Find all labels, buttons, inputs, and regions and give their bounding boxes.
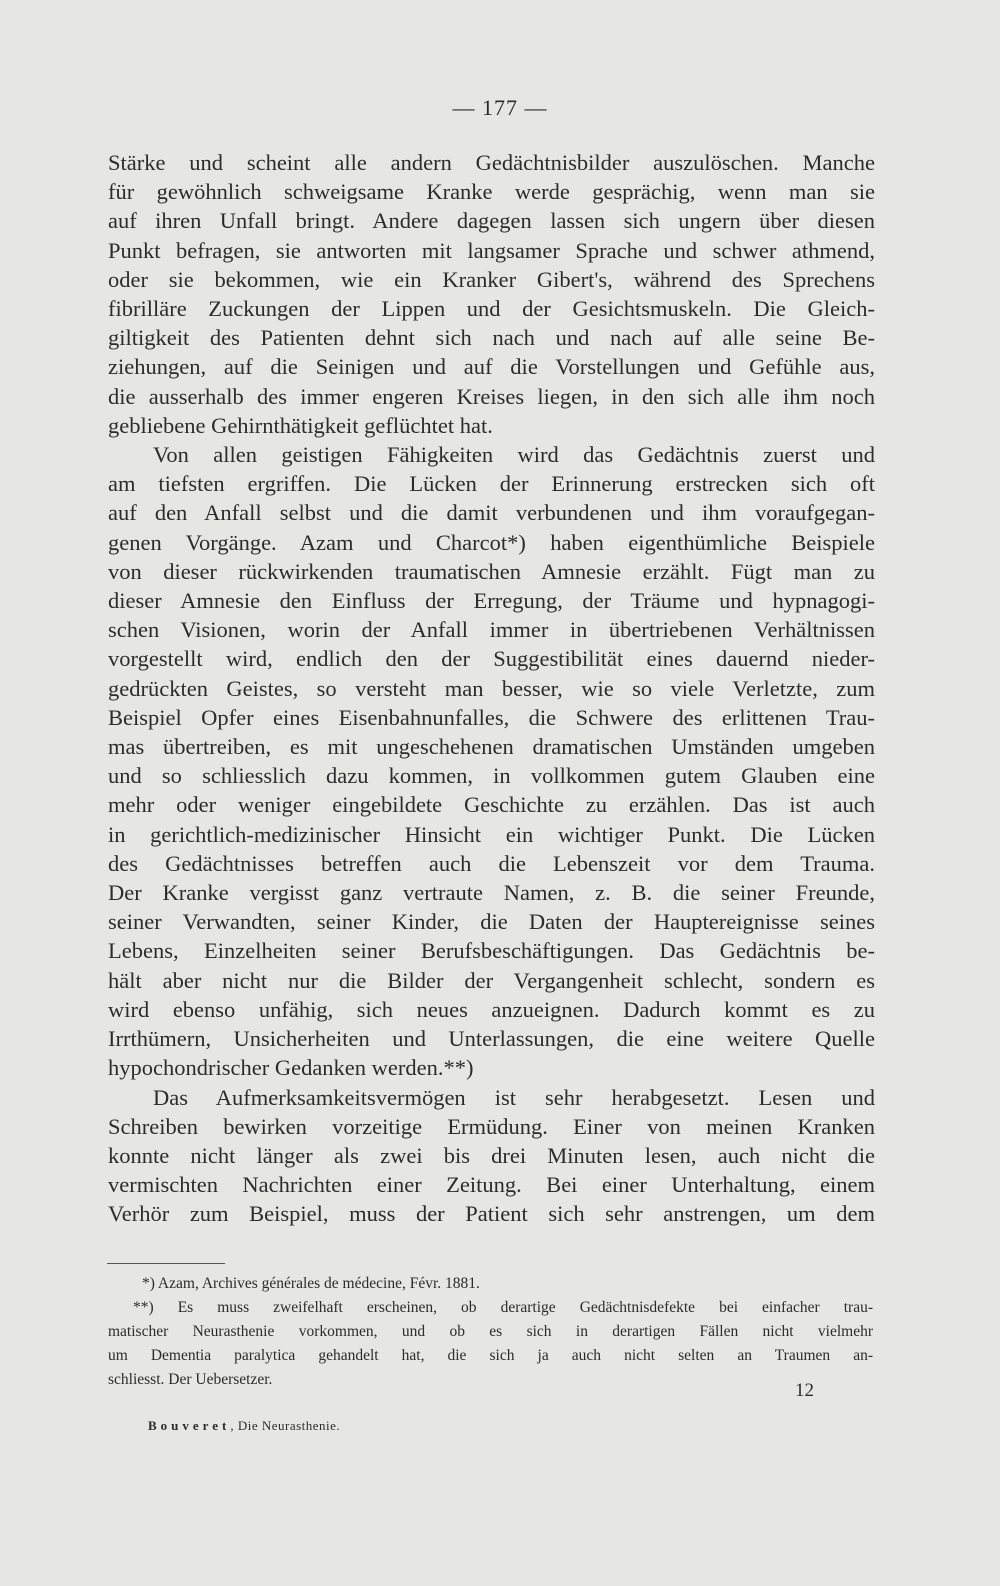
footnotes xyxy=(108,1272,873,1392)
footnote-line: **) Es muss zweifelhaft erscheinen, ob derartige Gedächtnisdefekte bei einfacher trau- xyxy=(133,1299,873,1316)
footnote-line: *) Azam, Archives générales de médecine, Févr. 1881. xyxy=(142,1275,480,1292)
signature-title: , Die Neurasthenie. xyxy=(230,1418,341,1433)
text-line: die ausserhalb des immer engeren Kreises liegen, in den sich alle ihm noch xyxy=(108,383,875,409)
text-line: Lebens, Einzelheiten seiner Berufsbeschäftigungen. Das Gedächtnis be- xyxy=(108,938,875,964)
text-line: giltigkeit des Patienten dehnt sich nach und nach auf alle seine Be- xyxy=(108,325,875,351)
text-line: schen Visionen, worin der Anfall immer in übertriebenen Verhältnissen xyxy=(108,617,875,643)
text-line: mehr oder weniger eingebildete Geschichte zu erzählen. Das ist auch xyxy=(108,792,875,818)
text-line: hält aber nicht nur die Bilder der Vergangenheit schlecht, sondern es xyxy=(108,967,875,993)
text-line: genen Vorgänge. Azam und Charcot*) haben eigenthümliche Beispiele xyxy=(108,529,875,555)
text-line: am tiefsten ergriffen. Die Lücken der Erinnerung erstrecken sich oft xyxy=(108,471,875,497)
text-line: und so schliesslich dazu kommen, in vollkommen gutem Glauben eine xyxy=(108,763,875,789)
text-line: Beispiel Opfer eines Eisenbahnunfalles, die Schwere des erlittenen Trau- xyxy=(108,704,875,730)
text-line: Verhör zum Beispiel, muss der Patient sich sehr anstrengen, um dem xyxy=(108,1201,875,1227)
text-line: auf den Anfall selbst und die damit verbundenen und ihm voraufgegan- xyxy=(108,500,875,526)
text-line: in gerichtlich-medizinischer Hinsicht ein wichtiger Punkt. Die Lücken xyxy=(108,821,875,847)
text-line: Das Aufmerksamkeitsvermögen ist sehr herabgesetzt. Lesen und xyxy=(153,1084,875,1110)
bibliographic-signature xyxy=(148,1418,340,1434)
text-line: Stärke und scheint alle andern Gedächtnisbilder auszulöschen. Manche xyxy=(108,150,875,175)
text-line: des Gedächtnisses betreffen auch die Lebenszeit vor dem Trauma. xyxy=(108,850,875,876)
text-line: vorgestellt wird, endlich den der Suggestibilität eines dauernd nieder- xyxy=(108,646,875,672)
body-text xyxy=(108,148,875,1229)
text-line: gebliebene Gehirnthätigkeit geflüchtet hat. xyxy=(108,412,493,438)
footnote-divider xyxy=(107,1263,225,1264)
text-line: ziehungen, auf die Seinigen und auf die Vorstellungen und Gefühle aus, xyxy=(108,354,875,380)
text-line: von dieser rückwirkenden traumatischen Amnesie erzählt. Fügt man zu xyxy=(108,558,875,584)
text-line: Schreiben bewirken vorzeitige Ermüdung. Einer von meinen Kranken xyxy=(108,1113,875,1139)
text-line: gedrückten Geistes, so versteht man besser, wie so viele Verletzte, zum xyxy=(108,675,875,701)
text-line: dieser Amnesie den Einfluss der Erregung, der Träume und hypnagogi- xyxy=(108,588,875,614)
text-line: vermischten Nachrichten einer Zeitung. Bei einer Unterhaltung, einem xyxy=(108,1172,875,1198)
text-line: Der Kranke vergisst ganz vertraute Namen, z. B. die seiner Freunde, xyxy=(108,880,875,906)
text-line: konnte nicht länger als zwei bis drei Minuten lesen, auch nicht die xyxy=(108,1142,875,1168)
text-line: für gewöhnlich schweigsame Kranke werde gesprächig, wenn man sie xyxy=(108,179,875,205)
text-line: hypochondrischer Gedanken werden.**) xyxy=(108,1055,474,1081)
footnote-line: um Dementia paralytica gehandelt hat, die sich ja auch nicht selten an Traumen an- xyxy=(108,1347,873,1364)
text-line: auf ihren Unfall bringt. Andere dagegen lassen sich ungern über diesen xyxy=(108,208,875,234)
sheet-number: 12 xyxy=(795,1380,814,1401)
text-line: wird ebenso unfähig, sich neues anzueignen. Dadurch kommt es zu xyxy=(108,996,875,1022)
text-line: mas übertreiben, es mit ungeschehenen dramatischen Umständen umgeben xyxy=(108,734,875,760)
text-line: oder sie bekommen, wie ein Kranker Gibert's, während des Sprechens xyxy=(108,266,875,292)
text-line: seiner Verwandten, seiner Kinder, die Daten der Hauptereignisse seines xyxy=(108,909,875,935)
text-line: Punkt befragen, sie antworten mit langsamer Sprache und schwer athmend, xyxy=(108,237,875,263)
footnote-line: matischer Neurasthenie vorkommen, und ob es sich in derartigen Fällen nicht vielmehr xyxy=(108,1323,873,1340)
footnote-line: schliesst. Der Uebersetzer. xyxy=(108,1371,273,1388)
signature-author: Bouveret xyxy=(148,1418,231,1433)
page-number: — 177 — xyxy=(452,95,548,120)
text-line: Von allen geistigen Fähigkeiten wird das Gedächtnis zuerst und xyxy=(153,442,875,468)
text-line: Irrthümern, Unsicherheiten und Unterlassungen, die eine weitere Quelle xyxy=(108,1026,875,1052)
text-line: fibrilläre Zuckungen der Lippen und der Gesichtsmuskeln. Die Gleich- xyxy=(108,296,875,322)
